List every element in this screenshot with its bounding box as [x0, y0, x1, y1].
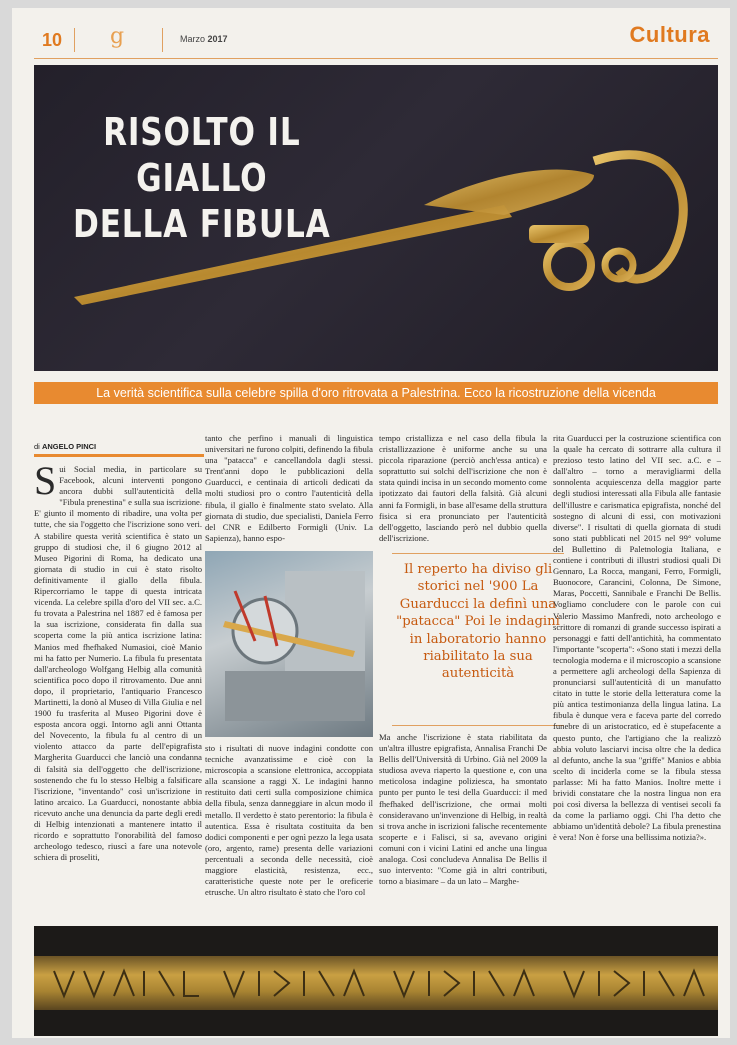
column-1-text: ui Social media, in particolare su Facebook, alcuni interventi pongono ancora dubbi sull'autenticità della "Fibula prenestina" e sulla sua iscrizione. E' giunto il momento di ribadire, una volta per tutte, che sia l'oggetto che l'iscrizione sono veri. A stabilire questa verità scientifica è stato un gruppo di studiosi che, il 6 giugno 2012 al Museo Pigorini di Roma, ha dedicato una giornata di studio in cui è stato risolto definitivamente il giallo della fibula. Ripercorriamo le tappe di questa intricata vicenda. La celebre spilla d'oro del VII sec. a.C. fu trovata a Palestrina nel 1887 ed è famosa per la sua iscrizione, considerata fin dalla sua scoperta come la più antica iscrizione latina: Manios med fhefhaked Numasioi, cioè Manio mi ha fatto per Numerio. La fibula fu presentata dall'archeologo Wolfgang Helbig alla comunità scientifica poco dopo il ritrovamento. Due anni dopo, il proprietario, l'antiquario Francesco Martinetti, la donò al Museo di Villa Giulia e nel 1900 fu trasferita al Museo Pigorini dove è esposta ancora oggi. Intorno agli anni Ottanta del Novecento, la fibula fu al centro di un violento attacco da parte dell'epigrafista Margherita Guarducci che lanciò una condanna di falsità sia dell'oggetto che dell'iscrizione, sostenendo che fu lo stesso Helbig a falsificare l'iscrizione, "inventando" così un'iscrizione in latino arcaico. La Guarducci, nonostante abbia ricevuto anche una denuncia da parte degli eredi di Helbig intenzionati a mantenere intatto il ricordo e soprattutto l'onorabilità del famoso archeologo tedesco, riuscì a fare una notevole schiera di proseliti,: [34, 464, 202, 863]
column-2b-text: sto i risultati di nuove indagini condotte con tecniche avanzatissime e cioè con la microscopia a scansione elettronica, accoppiata alla scansione a raggi X. Le indagini hanno restituito dati certi sulla composizione chimica della fibula, senza danneggiare in alcun modo il metallo. Il verdetto è stato perentorio: la fibula è autentica. Essa è risultata costituita da ben dodici componenti e per ognì pezzo la lega usata (oro, argento, rame) presenta delle variazioni percentuali a seconda delle necessità, cioè maggiore elasticità, resistenza, ecc., caratteristiche queste note per le oreficerie etrusche. Un altro risultato è stato che l'oro col: [205, 743, 373, 898]
header-divider: [74, 28, 75, 52]
column-3a-text: tempo cristallizza e nel caso della fibula la cristallizzazione è uniforme anche su una piccola riparazione (perciò anch'essa antica) e soprattutto sui solchi dell'iscrizione che non è stata quindi incisa in un secondo momento come ipotizzato dai fautori della falsità. Già alcuni anni fa Formigli, in base all'esame della struttura fisica si era pronunciato per l'autenticità dell'oggetto, lasciando però nel dubbio quella dell'iscrizione.: [379, 433, 547, 543]
article-column-3-top: [379, 433, 547, 546]
headline: [46, 109, 358, 247]
fibula-bow: [424, 170, 594, 215]
pullquote: Il reperto ha diviso gli storici nel '900 La Guarducci la definì una "patacca" Poi le indagini in laboratorio hanno riabilitato la sua autenticità: [396, 562, 560, 682]
article-column-2-bottom: [205, 743, 373, 915]
drop-cap: S: [34, 464, 57, 503]
lab-photo: [205, 551, 373, 737]
column-4-text: rita Guarducci per la costruzione scientifica con la quale ha cercato di sottrarre alla cultura il prezioso testo latino del VII sec. a.C. e – dall'altro – torno a meravigliarmi della sonnolenta acquiescenza della maggior parte degli studiosi interessati alla Fibula alle fantasie dell'illustre e carismatica epigrafista, nonché del sostegno di alcuni di essi, con motivazioni diverse". I risultati di quella giornata di studi sono stati pubblicati nel 2015 nel 99° volume del Bullettino di Paletnologia Italiana, e contiene i contributi di illustri studiosi quali Di Gennaro, La Rocca, mangani, Ferro, Formigli, Buonocore, Carancini, Colonna, De Simone, Maras, Poccetti, Sannibale e Franchi De Bellis. Vogliamo concludere con le parole con cui Valerio Massimo Manfredi, noto archeologo e scrittore di romanzi di grande successo ispirati a personaggi e fatti dell'antichità, ha commentato l'importante "scoperta": «Sono stati i mezzi della tecnologia moderna e il microscopio a scansione a permettere agli archeologi della Sapienza di pronunciarsi sull'autenticità di un manufatto citato in tutte le storie della letteratura come la più antica testimonianza della lingua latina. La fibula è dunque vera e faceva parte del corredo funebre di un aristocratico, ed è stupefacente a questo punto, che l'artigiano che la realizzò abbia voluto lasciarvi incisa oltre che la dedica al defunto, anche la sua "griffe" Manios e abbia scelto di inciderla come se la fibula stessa parlasse: Mi ha fatto Manios. Inoltre mette i brividi constatare che la nostra lingua non era poi così diversa la bellezza di ventisei secoli fa da come la parliamo oggi. Chi l'ha detto che abbiamo un'identità debole? La fibula prenestina è vera! Non è forse una bellissima notizia?».: [553, 433, 721, 843]
issue-year: 2017: [207, 34, 228, 44]
subheadline: La verità scientifica sulla celebre spilla d'oro ritrovata a Palestrina. Ecco la ricostruzione della vicenda: [34, 382, 718, 404]
hero-photo: [34, 65, 718, 371]
column-3b-text: Ma anche l'iscrizione è stata riabilitata da un'altra illustre epigrafista, Annalisa Franchi De Bellis dell'Università di Urbino. Già nel 2009 la studiosa aveva riaperto la questione e, con una meticolosa indagine poliziesca, ha smontato punto per punto le tesi della Guarducci: il med fhefhaked dell'iscrizione, che ormai molti consideravano un'invenzione di Helbig, in realtà si trova anche in iscrizioni falische recentemente scoperte e i Falisci, si sa, avevano origini comuni con i vicini Latini ed anche una lingua analoga. Così concludeva Annalisa De Bellis il suo intervento: "Come già in altri contributi, torno a biasimare – da un lato – Marghe-: [379, 732, 547, 887]
issue-month: Marzo: [180, 34, 206, 44]
section-title: Cultura: [629, 22, 710, 47]
header-rule: [34, 58, 718, 59]
pullquote-rule-bottom: [392, 725, 564, 726]
article-column-3-bottom: [379, 732, 547, 915]
issue-date: [180, 34, 228, 44]
inscription-closeup-photo: [34, 926, 718, 1036]
page-number: 10: [42, 30, 63, 50]
header-divider: [162, 28, 163, 52]
publication-logo: g: [110, 24, 125, 49]
instrument-base: [225, 671, 365, 721]
article-column-4: [553, 433, 721, 916]
byline-rule: [34, 454, 204, 457]
pullquote-rule-top: [392, 553, 564, 554]
article-column-1: [34, 464, 202, 916]
lab-microscope-illustration: [205, 551, 373, 737]
byline-prefix: di: [34, 442, 40, 451]
column-2a-text: tanto che perfino i manuali di linguistica universitari ne furono colpiti, definendo la fibula una "patacca" e cancellandola dagli stessi. Trent'anni dopo le pubblicazioni della Guarducci, e centinaia di articoli dedicati da molti studiosi pro o contro l'autenticità della fibula, il giallo è finalmente stato svelato. Alla giornata di studio, due specialisti, Daniela Ferro del CNR e Edilberto Formigli (Univ. La Sapienza), hanno espo-: [205, 433, 373, 543]
newspaper-page: [12, 8, 730, 1038]
inscription-illustration: [34, 926, 718, 1036]
headline-line-1: RISOLTO IL GIALLO: [103, 110, 301, 200]
gold-bar: [34, 956, 718, 1010]
byline-author: ANGELO PINCI: [41, 442, 97, 451]
article-column-2-top: [205, 433, 373, 546]
fibula-clasp: [529, 225, 589, 243]
byline: [34, 442, 96, 451]
fibula-coil: [547, 243, 591, 287]
headline-line-2: DELLA FIBULA: [73, 202, 331, 246]
